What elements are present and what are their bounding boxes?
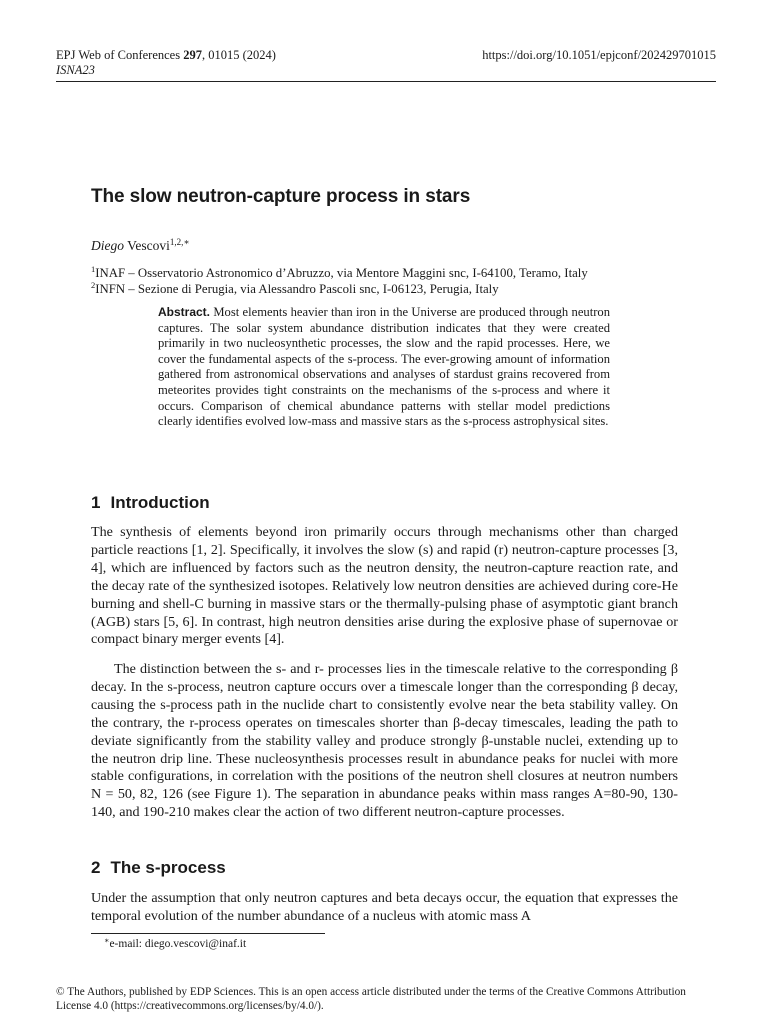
article-number-year: , 01015 (2024) [201, 48, 276, 62]
abstract [158, 305, 610, 430]
abstract-text: Most elements heavier than iron in the Universe are produced through neutron captures. The solar system abundance distribution indicates that they were created primarily in two nucleosynthetic processes, the slow and the rapid processes. Here, we cover the fundamental aspects of the s-process. The ever-growing amount of information gathered from astronomical observations and analyses of stardust grains recovered from meteorites provides tight constraints on the mechanisms of the s-process and where it occurs. Comparison of chemical abundance patterns with stellar model predictions clearly identifies evolved low-mass and massive stars as the s-process astrophysical sites. [158, 305, 610, 429]
footnote-rule [91, 933, 325, 934]
author-given-name: Diego [91, 238, 124, 253]
paper-title: The slow neutron-capture process in stars [91, 186, 471, 207]
doi-link[interactable]: https://doi.org/10.1051/epjconf/202429701015 [482, 48, 716, 62]
section-heading-s-process [91, 858, 226, 878]
journal-volume: 297 [183, 48, 202, 62]
footnote-text: e-mail: diego.vescovi@inaf.it [109, 938, 247, 950]
abstract-label: Abstract. [158, 305, 211, 319]
section-heading-introduction [91, 493, 210, 513]
affiliation-2 [91, 277, 499, 297]
affiliation-text: INFN – Sezione di Perugia, via Alessandro Pascoli snc, I-06123, Perugia, Italy [95, 282, 499, 296]
author-family-name: Vescovi [124, 238, 170, 253]
section-title: Introduction [110, 493, 210, 512]
running-header-left [56, 48, 276, 78]
paragraph: The synthesis of elements beyond iron primarily occurs through mechanisms other than charged particle reactions [1, 2]. Specifically, it involves the slow (s) and rapid (r) neutron-capture processes [3, 4], which are influenced by factors such as the neutron density, the neutron-capture reaction rate, and the decay rate of the synthesized isotopes. Relatively low neutron densities are achieved during core-He burning and shell-C burning in massive stars or the thermally-pulsing phase of asymptotic giant branch (AGB) stars [5, 6]. In contrast, high neutron densities arise during the explosive phase of supernovae or compact binary merger events [4]. [91, 524, 678, 648]
author-line [91, 237, 190, 254]
footnote-mark: ∗ [104, 936, 110, 945]
journal-name: EPJ Web of Conferences [56, 48, 184, 62]
paragraph: Under the assumption that only neutron captures and beta decays occur, the equation that expresses the temporal evolution of the number abundance of a nucleus with atomic mass A [91, 890, 678, 924]
author-affiliation-marks: 1,2,∗ [169, 237, 190, 247]
section-title: The s-process [110, 858, 226, 877]
license-footer: © The Authors, published by EDP Sciences. This is an open access article distributed under the terms of the Creative Commons Attribution License 4.0 (https://creativecommons.org/licenses/by/4.0/). [56, 986, 686, 1012]
affiliation-mark: 2 [91, 280, 96, 290]
affiliation-text: INAF – Osservatorio Astronomico d’Abruzzo, via Mentore Maggini snc, I-64100, Teramo, Italy [95, 266, 588, 280]
footnote [104, 936, 246, 950]
section-number: 2 [91, 858, 101, 877]
paragraph: The distinction between the s- and r- processes lies in the timescale relative to the corresponding β decay. In the s-process, neutron capture occurs over a timescale longer than the corresponding β decay, causing the s-process path in the nuclide chart to consistently evolve near the beta stability valley. On the contrary, the r-process operates on timescales shorter than β-decay timescales, leading the path to deviate significantly from the stability valley and produce strongly β-unstable nuclei, extending up to the neutron drip line. These nucleosynthesis processes result in abundance peaks for nuclei with more stable configurations, in correlation with the positions of the neutron shell closures at neutron numbers N = 50, 82, 126 (see Figure 1). The separation in abundance peaks within mass ranges A=80-90, 130-140, and 190-210 makes clear the action of two different neutron-capture processes. [91, 661, 678, 821]
conference-name: ISNA23 [56, 63, 95, 77]
section-number: 1 [91, 493, 101, 512]
journal-citation [56, 48, 276, 63]
affiliation-mark: 1 [91, 264, 96, 274]
header-rule [56, 81, 716, 82]
